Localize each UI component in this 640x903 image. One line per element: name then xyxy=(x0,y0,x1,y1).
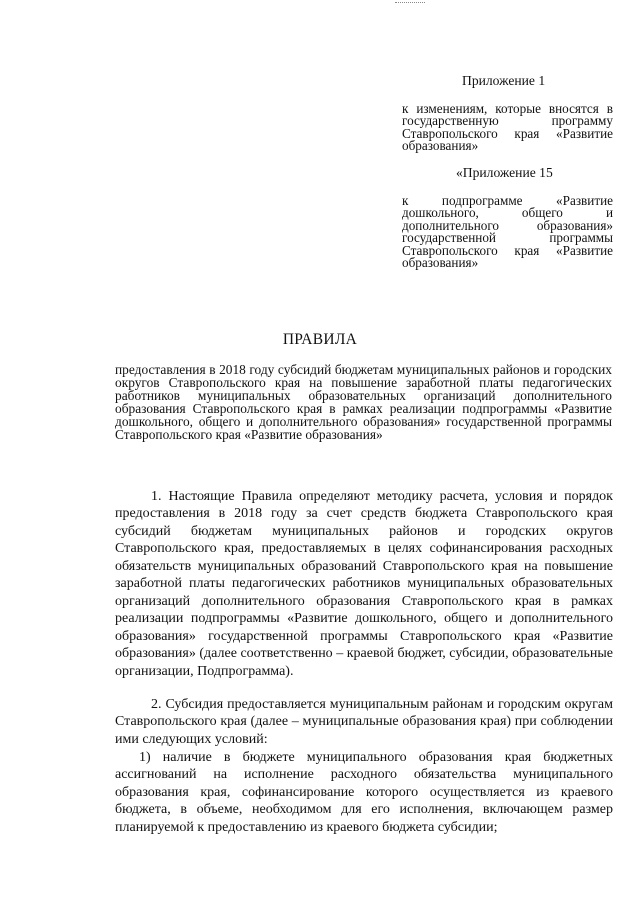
appendix-1-text: к изменениям, которые вносятся в государственную программу Ставропольского края «Развитие образования» xyxy=(402,101,613,154)
appendix-1-heading: Приложение 1 xyxy=(462,73,546,88)
appendix-15-heading: «Приложение 15 xyxy=(456,165,553,180)
document-title: ПРАВИЛА xyxy=(282,331,358,348)
document-subtitle: предоставления в 2018 году субсидий бюджетам муниципальных районов и городских округов Ставропольского края на повышение заработной платы педагогических работников муниципальных образовательных организаций дополнительного образования Ставропольского края в рамках реализации подпрограммы «Развитие дошкольного, общего и дополнительного образования» государственной программы Ставропольского края «Развитие образования» xyxy=(115,362,612,442)
paragraph-2-item-1: 1) наличие в бюджете муниципального образования края бюджетных ассигнований на исполнение расходного обязательства муниципального образования края, софинансирование которого осуществляется из краевого бюджета, в объеме, необходимом для его исполнения, включающем размер планируемой к предоставлению из краевого бюджета субсидии; xyxy=(115,750,613,835)
paragraph-1: 1. Настоящие Правила определяют методику расчета, условия и порядок предоставления в 2018 году за счет средств бюджета Ставропольского края субсидий бюджетам муниципальных районов и городских округов Ставропольского края, предоставляемых в целях софинансирования расходных обязательств муниципальных образований Ставропольского края на повышение заработной платы педагогических работников муниципальных образовательных организаций дополнительного образования Ставропольского края в рамках реализации подпрограммы «Развитие дошкольного, общего и дополнительного образования» государственной программы Ставропольского края «Развитие образования» (далее соответственно – краевой бюджет, субсидии, образовательные организации, Подпрограмма). xyxy=(115,489,613,679)
appendix-15-text: к подпрограмме «Развитие дошкольного, общего и дополнительного образования» государственной программы Ставропольского края «Развитие образования» xyxy=(402,193,613,271)
scan-mark xyxy=(395,0,425,3)
paragraph-2: 2. Субсидия предоставляется муниципальным районам и городским округам Ставропольского края (далее – муниципальные образования края) при соблюдении ими следующих условий: xyxy=(115,697,613,747)
